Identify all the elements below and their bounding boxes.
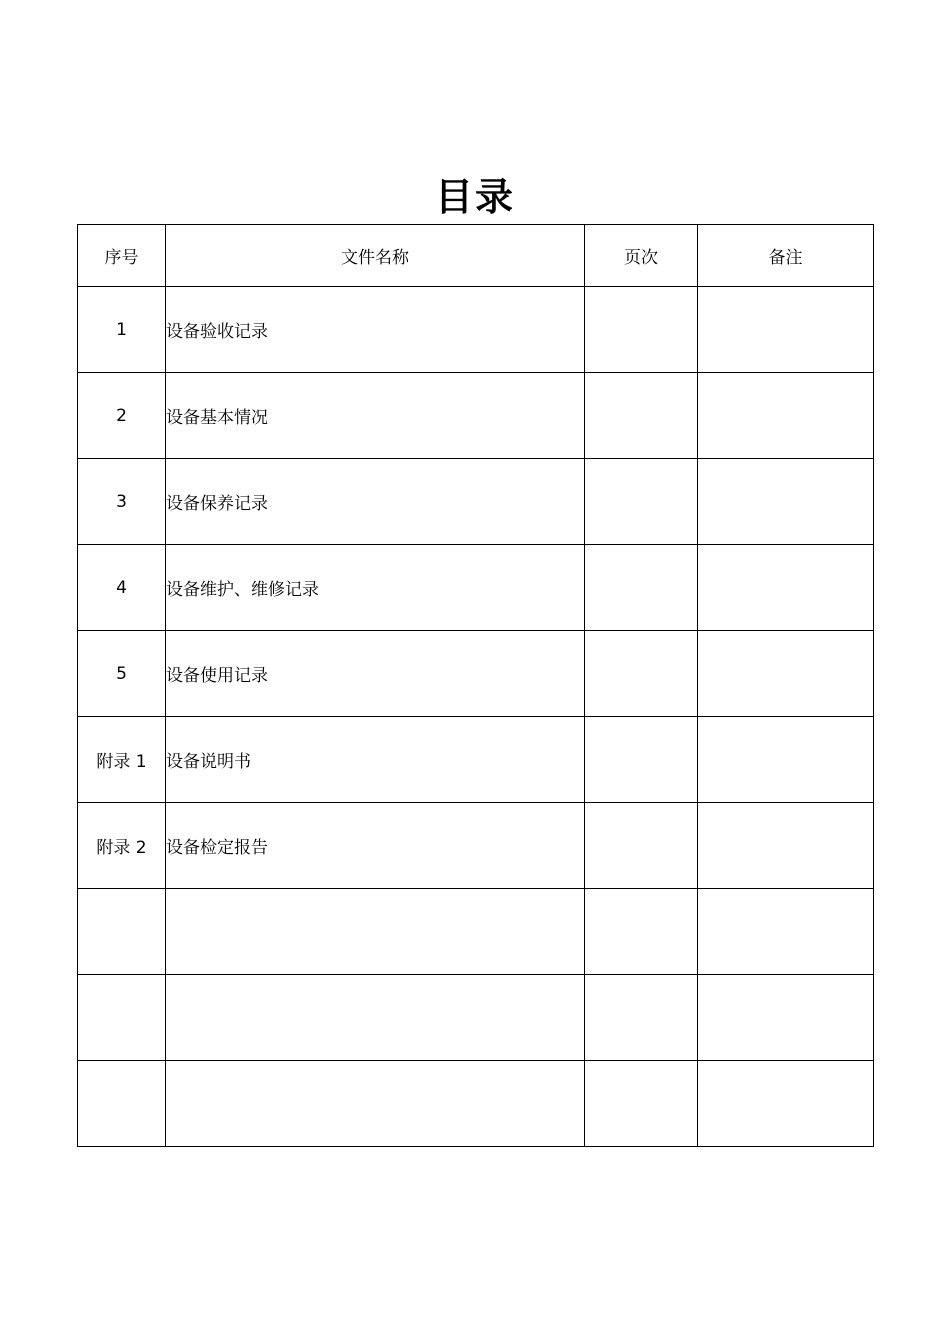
cell-file-name: 设备维护、维修记录	[166, 545, 585, 631]
cell-page	[585, 287, 698, 373]
cell-page	[585, 717, 698, 803]
cell-remarks	[698, 717, 874, 803]
cell-file-name: 设备验收记录	[166, 287, 585, 373]
cell-file-name: 设备检定报告	[166, 803, 585, 889]
cell-remarks	[698, 287, 874, 373]
cell-serial-number	[78, 1061, 166, 1147]
header-remarks: 备注	[698, 225, 874, 287]
cell-page	[585, 803, 698, 889]
cell-file-name	[166, 1061, 585, 1147]
table-row	[78, 545, 874, 631]
cell-serial-number: 3	[78, 459, 166, 545]
cell-remarks	[698, 545, 874, 631]
cell-remarks	[698, 1061, 874, 1147]
cell-page	[585, 545, 698, 631]
cell-file-name: 设备使用记录	[166, 631, 585, 717]
cell-file-name	[166, 889, 585, 975]
cell-page	[585, 459, 698, 545]
cell-file-name	[166, 975, 585, 1061]
table-row	[78, 1061, 874, 1147]
cell-serial-number: 附录 2	[78, 803, 166, 889]
cell-file-name: 设备说明书	[166, 717, 585, 803]
toc-table	[77, 224, 874, 1147]
table-row	[78, 287, 874, 373]
cell-serial-number: 2	[78, 373, 166, 459]
cell-page	[585, 1061, 698, 1147]
table-row	[78, 889, 874, 975]
header-page: 页次	[585, 225, 698, 287]
cell-page	[585, 889, 698, 975]
cell-file-name: 设备基本情况	[166, 373, 585, 459]
cell-remarks	[698, 975, 874, 1061]
header-file-name: 文件名称	[166, 225, 585, 287]
cell-serial-number	[78, 889, 166, 975]
cell-file-name: 设备保养记录	[166, 459, 585, 545]
table-row	[78, 373, 874, 459]
cell-remarks	[698, 889, 874, 975]
table-row	[78, 459, 874, 545]
cell-serial-number	[78, 975, 166, 1061]
table-header-row	[78, 225, 874, 287]
cell-page	[585, 373, 698, 459]
cell-serial-number: 5	[78, 631, 166, 717]
page-title: 目录	[434, 174, 515, 219]
cell-remarks	[698, 373, 874, 459]
cell-page	[585, 975, 698, 1061]
table-row	[78, 975, 874, 1061]
cell-serial-number: 1	[78, 287, 166, 373]
cell-serial-number: 4	[78, 545, 166, 631]
table-row	[78, 803, 874, 889]
table-row	[78, 631, 874, 717]
cell-remarks	[698, 803, 874, 889]
cell-page	[585, 631, 698, 717]
header-serial-number: 序号	[78, 225, 166, 287]
cell-remarks	[698, 631, 874, 717]
cell-remarks	[698, 459, 874, 545]
table-row	[78, 717, 874, 803]
cell-serial-number: 附录 1	[78, 717, 166, 803]
